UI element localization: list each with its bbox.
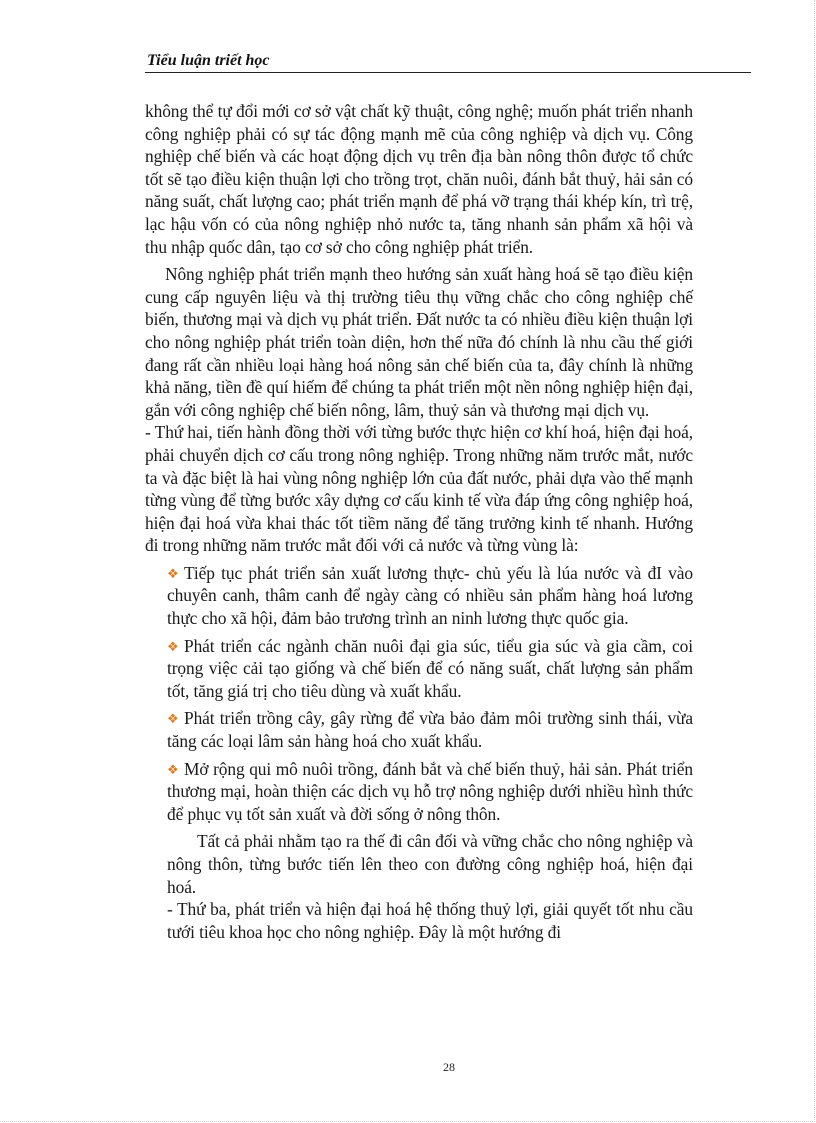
orange-diamond-bullet-icon: ❖ [167, 711, 179, 727]
document-body [145, 100, 693, 943]
bullet-text-2: Phát triển các ngành chăn nuôi đại gia súc, tiểu gia súc và gia cầm, coi trọng việc cải tạo giống và chế biến để có năng suất, chất lượng sản phẩm tốt, tăng giá trị cho tiêu dùng và xuất khẩu. [167, 635, 693, 701]
bullet-item-3 [145, 707, 693, 752]
header-rule [145, 72, 751, 73]
paragraph-3: - Thứ hai, tiến hành đồng thời với từng bước thực hiện cơ khí hoá, hiện đại hoá, phải chuyển dịch cơ cấu trong nông nghiệp. Trong những năm trước mắt, nước ta và đặc biệt là hai vùng nông nghiệp lớn của đất nước, phải dựa vào thế mạnh từng vùng để từng bước xây dựng cơ cấu kinh tế vừa đáp ứng công nghiệp hoá, hiện đại hoá vừa khai thác tốt tiềm năng để tăng trưởng kinh tế nhanh. Hướng đi trong những năm trước mắt đối với cả nước và từng vùng là: [145, 422, 693, 556]
paragraph-2: Nông nghiệp phát triển mạnh theo hướng sản xuất hàng hoá sẽ tạo điều kiện cung cấp nguyên liệu và thị trường tiêu thụ vững chắc cho công nghiệp chế biến, thương mại và dịch vụ phát triển. Đất nước ta có nhiều điều kiện thuận lợi cho nông nghiệp phát triển toàn diện, hơn thế nữa đó chính là nhu cầu thế giới đang rất cần nhiều loại hàng hoá nông sản chế biến của ta, đây chính là những khả năng, tiền đề quí hiếm để chúng ta phát triển một nền nông nghiệp hiện đại, gắn với công nghiệp chế biến nông, lâm, thuỷ sản và thương mại dịch vụ. [145, 264, 693, 420]
bullet-text-4: Mở rộng qui mô nuôi trồng, đánh bắt và chế biến thuỷ, hải sản. Phát triển thương mại, hoàn thiện các dịch vụ hỗ trợ nông nghiệp dưới nhiều hình thức để phục vụ tốt sản xuất và đời sống ở nông thôn. [167, 758, 693, 824]
orange-diamond-bullet-icon: ❖ [167, 565, 179, 581]
orange-diamond-bullet-icon: ❖ [167, 761, 179, 777]
paragraph-5: - Thứ ba, phát triển và hiện đại hoá hệ thống thuỷ lợi, giải quyết tốt nhu cầu tưới tiêu khoa học cho nông nghiệp. Đây là một hướng đi [167, 899, 693, 942]
page-header-title: Tiểu luận triết học [147, 52, 270, 69]
bullet-item-2 [145, 635, 693, 703]
paragraph-4: Tất cả phải nhằm tạo ra thế đi cân đối và vững chắc cho nông nghiệp và nông thôn, từng bước tiến lên theo con đường công nghiệp hoá, hiện đại hoá. [167, 831, 693, 897]
bullet-text-1: Tiếp tục phát triển sản xuất lương thực- chủ yếu là lúa nước và đI vào chuyên canh, thâm canh để ngày càng có nhiều sản phẩm hàng hoá lương thực cho xã hội, đảm bảo trương trình an ninh lương thực quốc gia. [167, 562, 693, 629]
paragraph-1: không thể tự đổi mới cơ sở vật chất kỹ thuật, công nghệ; muốn phát triển nhanh công nghiệp phải có sự tác động mạnh mẽ của công nghiệp và dịch vụ. Công nghiệp chế biến và các hoạt động dịch vụ trên địa bàn nông thôn được tổ chức tốt sẽ tạo điều kiện thuận lợi cho trồng trọt, chăn nuôi, đánh bắt thuỷ, hải sản có năng suất, chất lượng cao; phát triển mạnh để phá vỡ trạng thái khép kín, trì trệ, lạc hậu vốn có của nông nghiệp nhỏ nước ta, tăng nhanh sản phẩm xã hội và thu nhập quốc dân, tạo cơ sở cho công nghiệp phát triển. [145, 101, 693, 257]
bullet-text-3: Phát triển trồng cây, gây rừng để vừa bảo đảm môi trường sinh thái, vừa tăng các loại lâm sản hàng hoá cho xuất khẩu. [167, 708, 693, 752]
orange-diamond-bullet-icon: ❖ [167, 638, 179, 654]
bullet-item-4 [145, 758, 693, 826]
bullet-item-1 [145, 562, 693, 630]
page-number: 28 [443, 1060, 455, 1074]
